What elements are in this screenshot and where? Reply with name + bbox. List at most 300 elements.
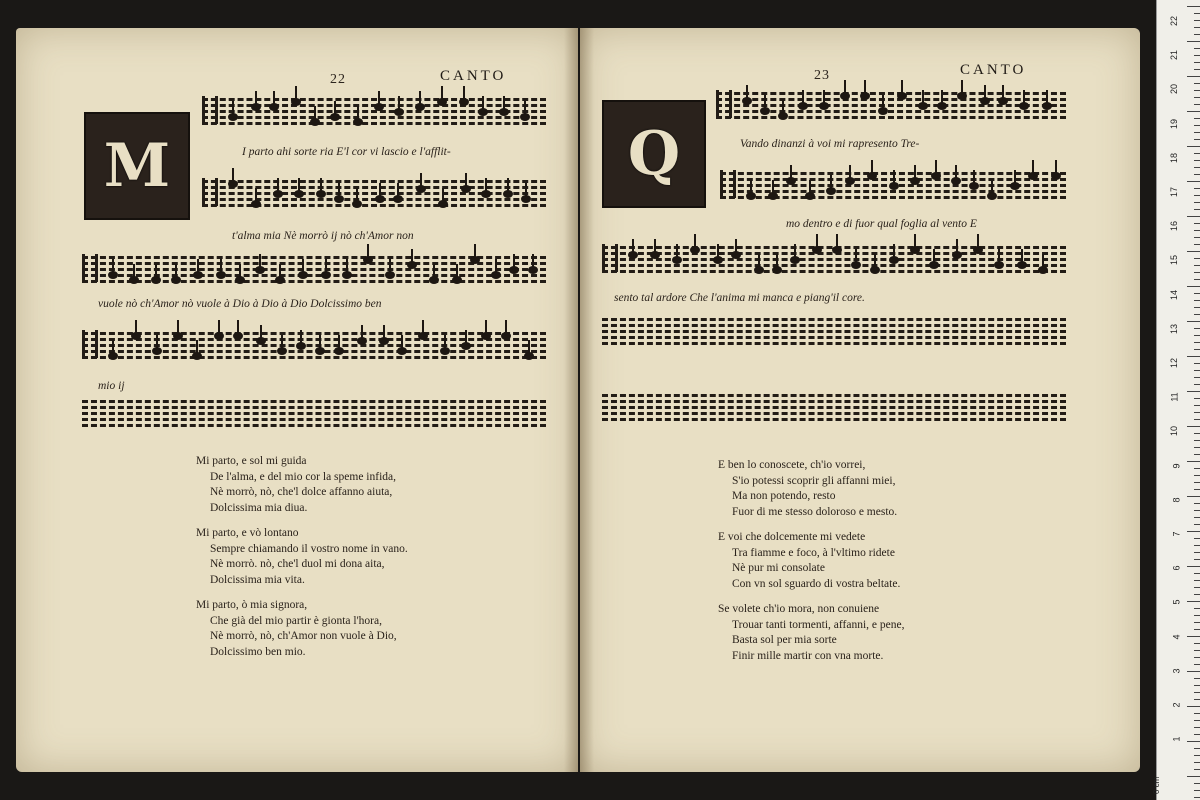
note-stem <box>507 178 509 194</box>
ruler-tick <box>1194 608 1200 609</box>
note-stem <box>984 85 986 101</box>
poem-line: Se volete ch'io mora, non conuiene <box>718 603 880 615</box>
staff-line <box>202 180 546 183</box>
ruler-tick <box>1194 440 1200 441</box>
note-stem <box>420 173 422 189</box>
note-stem <box>802 90 804 106</box>
page-number: 22 <box>330 72 346 87</box>
staff-line <box>602 406 1066 409</box>
ruler-tick <box>1194 650 1200 651</box>
note-stem <box>961 80 963 96</box>
ruler-tick <box>1187 461 1200 462</box>
note-stem <box>197 259 199 275</box>
staff-line <box>602 270 1066 273</box>
poem-stanza <box>196 598 408 660</box>
poem-line: Nè pur mi consolate <box>732 562 825 574</box>
note-stem <box>844 80 846 96</box>
ruler-tick <box>1194 153 1200 154</box>
staff-line <box>602 418 1066 421</box>
ruler-tick <box>1194 384 1200 385</box>
page-gutter-shadow <box>564 28 578 772</box>
ruler-tick <box>1194 762 1200 763</box>
note-stem <box>694 234 696 250</box>
ruler-tick <box>1194 293 1200 294</box>
note-stem <box>422 320 424 336</box>
note-stem <box>809 180 811 196</box>
note-stem <box>334 101 336 117</box>
ruler-tick <box>1194 685 1200 686</box>
ruler-tick <box>1194 657 1200 658</box>
left-page <box>16 28 578 772</box>
poem-line: S'io potessi scoprir gli affanni miei, <box>732 474 896 487</box>
note-stem <box>300 330 302 346</box>
ruler-tick <box>1194 629 1200 630</box>
note-stem <box>237 320 239 336</box>
ruler-tick <box>1194 510 1200 511</box>
ruler-number: 4 <box>1171 634 1182 640</box>
ruler-number: 7 <box>1171 531 1182 537</box>
staff-line <box>202 192 546 195</box>
note-stem <box>338 183 340 199</box>
page-number: 23 <box>814 68 830 83</box>
ruler-tick <box>1194 195 1200 196</box>
ruler-tick <box>1194 258 1200 259</box>
ruler-tick <box>1194 727 1200 728</box>
ruler-number: 11 <box>1169 392 1180 402</box>
note-stem <box>397 183 399 199</box>
staff-line <box>602 318 1066 321</box>
note-stem <box>1055 160 1057 176</box>
note-stem <box>314 106 316 122</box>
ruler-tick <box>1194 125 1200 126</box>
ruler-tick <box>1194 398 1200 399</box>
note-stem <box>1002 85 1004 101</box>
note-stem <box>474 244 476 260</box>
ruler-tick <box>1194 272 1200 273</box>
poem-line: Mi parto, ò mia signora, <box>196 599 308 611</box>
ruler-number: 15 <box>1168 255 1179 266</box>
ruler-tick <box>1187 636 1200 637</box>
note-stem <box>338 335 340 351</box>
note-stem <box>155 264 157 280</box>
staff-line <box>716 92 1066 95</box>
ruler-tick <box>1194 692 1200 693</box>
note-stem <box>794 244 796 260</box>
clef <box>202 96 218 124</box>
music-staff <box>82 332 546 356</box>
note-stem <box>361 325 363 341</box>
ruler-tick <box>1194 300 1200 301</box>
note-stem <box>495 259 497 275</box>
ruler-tick <box>1187 251 1200 252</box>
music-staff <box>202 98 546 122</box>
ruler-tick <box>1194 524 1200 525</box>
note-stem <box>955 165 957 181</box>
staff-line <box>82 400 546 403</box>
ruler-tick <box>1194 230 1200 231</box>
note-stem <box>433 264 435 280</box>
ruler-tick <box>1187 776 1200 777</box>
ruler-tick <box>1194 55 1200 56</box>
ruler-tick <box>1194 314 1200 315</box>
poem-stanza <box>718 602 904 664</box>
ruler-tick <box>1194 370 1200 371</box>
ruler-tick <box>1194 468 1200 469</box>
ruler-tick <box>1194 13 1200 14</box>
note-stem <box>1032 160 1034 176</box>
note-stem <box>259 254 261 270</box>
ruler-tick <box>1194 734 1200 735</box>
ruler-tick <box>1194 545 1200 546</box>
poem-line: Dolcissima mia diua. <box>210 501 308 514</box>
poem-line: Mi parto, e sol mi guida <box>196 455 307 467</box>
note-stem <box>977 234 979 250</box>
note-stem <box>295 86 297 102</box>
ruler-tick <box>1194 139 1200 140</box>
ruler-tick <box>1187 356 1200 357</box>
note-stem <box>764 95 766 111</box>
note-stem <box>901 80 903 96</box>
ruler-number: 18 <box>1168 152 1179 163</box>
staff-line <box>602 394 1066 397</box>
note-stem <box>379 183 381 199</box>
note-stem <box>277 178 279 194</box>
ruler-tick <box>1194 482 1200 483</box>
ruler-tick <box>1194 83 1200 84</box>
staff-line <box>82 338 546 341</box>
poem-line: Nè morrò, nò, che'l dolce affanno aiuta, <box>210 486 393 498</box>
ruler-tick <box>1194 433 1200 434</box>
note-stem <box>255 91 257 107</box>
note-stem <box>505 320 507 336</box>
ruler-tick <box>1194 769 1200 770</box>
note-stem <box>914 234 916 250</box>
page-gutter-shadow <box>580 28 594 772</box>
note-stem <box>524 101 526 117</box>
ruler-number: 10 <box>1168 426 1179 437</box>
staff-line <box>716 116 1066 119</box>
decorated-initial <box>84 112 190 220</box>
decorated-initial <box>602 100 706 208</box>
ruler-tick <box>1194 202 1200 203</box>
note-stem <box>1014 170 1016 186</box>
ruler-tick <box>1194 517 1200 518</box>
poem-line: Dolcissimo ben mio. <box>210 645 306 658</box>
ruler-number: 16 <box>1168 221 1179 232</box>
staff-line <box>602 336 1066 339</box>
note-stem <box>281 335 283 351</box>
note-stem <box>823 90 825 106</box>
ruler-tick <box>1194 265 1200 266</box>
note-stem <box>790 165 792 181</box>
clef <box>716 90 732 118</box>
note-stem <box>746 85 748 101</box>
note-stem <box>513 254 515 270</box>
ruler-tick <box>1194 27 1200 28</box>
note-stem <box>319 335 321 351</box>
note-stem <box>456 264 458 280</box>
ruler-tick <box>1194 335 1200 336</box>
ruler-tick <box>1194 797 1200 798</box>
note-stem <box>654 239 656 255</box>
initial-letter: Q <box>627 119 681 189</box>
ruler-tick <box>1187 111 1200 112</box>
note-stem <box>411 249 413 265</box>
note-stem <box>232 101 234 117</box>
note-stem <box>273 91 275 107</box>
note-stem <box>485 178 487 194</box>
ruler-tick <box>1194 748 1200 749</box>
poem-stanza <box>196 526 408 588</box>
ruler-tick <box>1194 720 1200 721</box>
note-stem <box>260 325 262 341</box>
note-stem <box>196 340 198 356</box>
staff-line <box>82 268 546 271</box>
ruler-tick <box>1187 531 1200 532</box>
note-stem <box>383 325 385 341</box>
staff-line <box>82 332 546 335</box>
ruler-tick <box>1187 601 1200 602</box>
running-head: CANTO <box>960 62 1027 78</box>
ruler-tick <box>1194 307 1200 308</box>
note-stem <box>717 244 719 260</box>
ruler-tick <box>1194 664 1200 665</box>
staff-line <box>602 330 1066 333</box>
ruler-tick <box>1187 146 1200 147</box>
staff-line <box>602 400 1066 403</box>
poem-line: E voi che dolcemente mi vedete <box>718 531 866 543</box>
note-stem <box>882 95 884 111</box>
empty-staff <box>602 394 1066 418</box>
note-stem <box>112 340 114 356</box>
note-stem <box>378 91 380 107</box>
ruler-tick <box>1194 132 1200 133</box>
note-stem <box>991 180 993 196</box>
note-stem <box>933 249 935 265</box>
poem-text <box>196 454 408 670</box>
music-staff <box>82 256 546 280</box>
poem-line: E ben lo conoscete, ch'io vorrei, <box>718 459 866 471</box>
note-stem <box>389 259 391 275</box>
ruler-tick <box>1187 391 1200 392</box>
empty-staff <box>82 400 546 424</box>
ruler-tick <box>1194 475 1200 476</box>
music-staff <box>716 92 1066 116</box>
ruler-tick <box>1187 426 1200 427</box>
ruler-number: 12 <box>1168 357 1179 369</box>
staff-line <box>716 104 1066 107</box>
ruler-tick <box>1194 223 1200 224</box>
poem-line: Dolcissima mia vita. <box>210 573 305 586</box>
note-stem <box>1042 254 1044 270</box>
note-stem <box>532 254 534 270</box>
ruler-tick <box>1194 34 1200 35</box>
ruler-tick <box>1194 783 1200 784</box>
note-stem <box>893 244 895 260</box>
note-stem <box>676 244 678 260</box>
note-stem <box>177 320 179 336</box>
note-stem <box>935 160 937 176</box>
staff-line <box>202 186 546 189</box>
clef <box>720 170 736 198</box>
poem-line: De l'alma, e del mio cor la speme infida, <box>210 470 397 483</box>
ruler-tick <box>1194 594 1200 595</box>
ruler-number: 22 <box>1168 15 1179 27</box>
note-stem <box>816 234 818 250</box>
note-stem <box>175 264 177 280</box>
note-stem <box>135 320 137 336</box>
note-stem <box>444 335 446 351</box>
ruler-tick <box>1187 286 1200 287</box>
note-stem <box>398 96 400 112</box>
poem-line: Tra fiamme e foco, à l'vltimo ridete <box>732 546 895 559</box>
ruler-number: 19 <box>1168 118 1179 129</box>
ruler-tick <box>1187 41 1200 42</box>
music-staff <box>202 180 546 204</box>
staff-line <box>82 418 546 421</box>
ruler-tick <box>1187 741 1200 742</box>
right-page <box>580 28 1140 772</box>
note-stem <box>503 96 505 112</box>
staff-line <box>82 424 546 427</box>
ruler-number: 13 <box>1168 323 1179 334</box>
note-stem <box>279 264 281 280</box>
staff-line <box>202 98 546 101</box>
ruler-tick <box>1194 279 1200 280</box>
ruler-tick <box>1187 216 1200 217</box>
note-stem <box>750 180 752 196</box>
poem-line: Con vn sol sguardo di vostra beltate. <box>732 577 901 590</box>
ruler-tick <box>1194 188 1200 189</box>
poem-line: Che già del mio partir è gionta l'hora, <box>210 614 382 627</box>
ruler-tick <box>1187 321 1200 322</box>
ruler-number: 17 <box>1168 186 1179 198</box>
note-stem <box>973 170 975 186</box>
note-stem <box>914 165 916 181</box>
ruler-number: 5 <box>1171 599 1182 605</box>
ruler-tick <box>1194 573 1200 574</box>
note-stem <box>772 180 774 196</box>
ruler-number: 8 <box>1171 497 1182 503</box>
ruler-tick <box>1194 48 1200 49</box>
clef <box>202 178 218 206</box>
ruler-tick <box>1194 167 1200 168</box>
ruler-tick <box>1194 713 1200 714</box>
ruler-tick <box>1194 90 1200 91</box>
note-stem <box>298 178 300 194</box>
note-stem <box>357 106 359 122</box>
ruler-tick <box>1194 104 1200 105</box>
ruler-tick <box>1194 790 1200 791</box>
ruler-number: 14 <box>1168 289 1179 300</box>
clef <box>82 330 98 358</box>
staff-line <box>202 122 546 125</box>
measuring-ruler <box>1152 0 1200 800</box>
note-stem <box>133 264 135 280</box>
ruler-tick <box>1194 209 1200 210</box>
ruler-tick <box>1194 447 1200 448</box>
note-stem <box>320 178 322 194</box>
note-stem <box>463 86 465 102</box>
poem-line: Nè morrò, nò, ch'Amor non vuole à Dio, <box>210 630 397 642</box>
ruler-number: 6 <box>1171 565 1182 571</box>
ruler-tick <box>1194 160 1200 161</box>
note-stem <box>485 320 487 336</box>
ruler-tick <box>1194 755 1200 756</box>
note-stem <box>922 90 924 106</box>
ruler-tick <box>1194 503 1200 504</box>
ruler-tick <box>1194 328 1200 329</box>
poem-stanza <box>196 454 408 516</box>
ruler-tick <box>1194 538 1200 539</box>
ruler-tick <box>1194 405 1200 406</box>
ruler-tick <box>1194 349 1200 350</box>
note-stem <box>855 249 857 265</box>
ruler-number: 3 <box>1171 668 1182 674</box>
note-stem <box>893 170 895 186</box>
ruler-number: 1 <box>1171 736 1182 742</box>
note-stem <box>758 254 760 270</box>
ruler-tick <box>1194 237 1200 238</box>
staff-line <box>82 344 546 347</box>
poem-line: Finir mille martir con vna morte. <box>732 649 884 662</box>
poem-line: Trouar tanti tormenti, affanni, e pene, <box>732 618 905 631</box>
note-stem <box>871 160 873 176</box>
ruler-number: 21 <box>1168 50 1179 61</box>
poem-line: Nè morrò. nò, che'l duol mi dona aita, <box>210 558 385 570</box>
ruler-tick <box>1194 342 1200 343</box>
staff-line <box>202 116 546 119</box>
note-stem <box>632 239 634 255</box>
ruler-tick <box>1187 76 1200 77</box>
note-stem <box>941 90 943 106</box>
note-stem <box>325 259 327 275</box>
note-stem <box>836 234 838 250</box>
ruler-number: 2 <box>1171 702 1182 708</box>
note-stem <box>401 335 403 351</box>
ruler-tick <box>1194 244 1200 245</box>
poem-line: Mi parto, e vò lontano <box>196 527 299 539</box>
note-stem <box>239 264 241 280</box>
ruler-tick <box>1194 615 1200 616</box>
poem-line: Basta sol per mia sorte <box>732 634 837 646</box>
music-staff <box>720 172 1066 196</box>
note-stem <box>830 175 832 191</box>
staff-line <box>82 406 546 409</box>
clef <box>82 254 98 282</box>
poem-stanza <box>718 458 904 520</box>
ruler-tick <box>1194 419 1200 420</box>
poem-line: Fuor di me stesso doloroso e mesto. <box>732 505 898 518</box>
note-stem <box>218 320 220 336</box>
ruler-tick <box>1194 69 1200 70</box>
ruler-tick <box>1194 118 1200 119</box>
ruler-tick <box>1194 678 1200 679</box>
ruler-number: 20 <box>1168 84 1179 95</box>
ruler-tick <box>1194 412 1200 413</box>
staff-line <box>602 342 1066 345</box>
ruler-tick <box>1194 580 1200 581</box>
music-staff <box>602 246 1066 270</box>
ruler-tick <box>1194 489 1200 490</box>
staff-line <box>602 324 1066 327</box>
note-stem <box>441 86 443 102</box>
poem-stanza <box>718 530 904 592</box>
ruler-tick <box>1187 6 1200 7</box>
note-stem <box>465 173 467 189</box>
poem-line: Ma non potendo, resto <box>732 490 836 502</box>
ruler-tick <box>1194 454 1200 455</box>
